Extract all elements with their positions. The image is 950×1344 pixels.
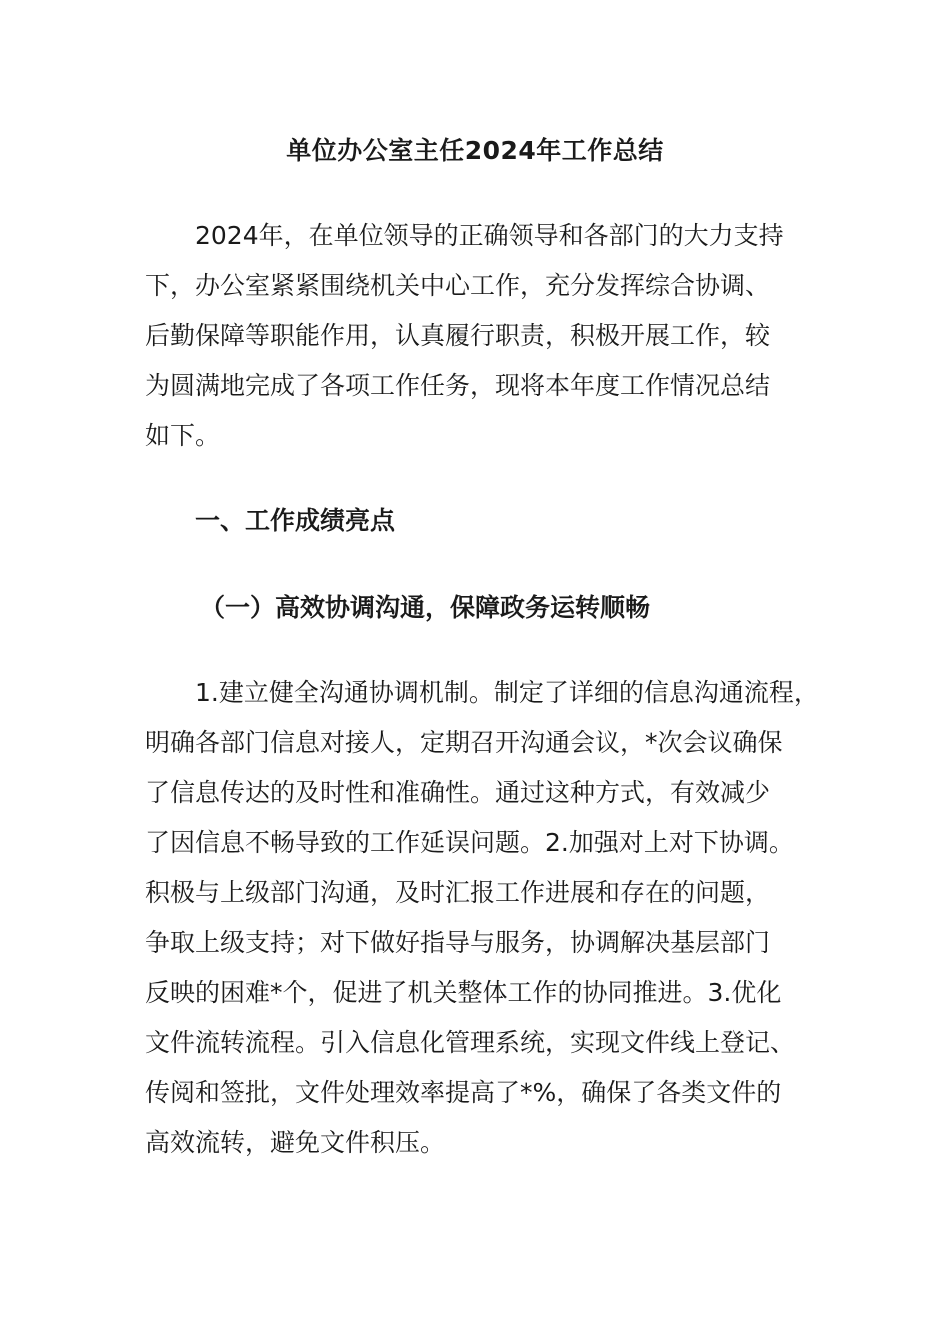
- paragraph-line: 为圆满地完成了各项工作任务，现将本年度工作情况总结: [145, 371, 771, 400]
- paragraph-line: 反映的困难*个，促进了机关整体工作的协同推进。3.优化: [145, 978, 782, 1007]
- paragraph-line: 后勤保障等职能作用，认真履行职责，积极开展工作，较: [145, 321, 771, 350]
- paragraph-line: 高效流转，避免文件积压。: [145, 1128, 446, 1157]
- paragraph-line: 争取上级支持；对下做好指导与服务，协调解决基层部门: [145, 928, 771, 957]
- paragraph-line: 明确各部门信息对接人，定期召开沟通会议，*次会议确保: [145, 728, 783, 757]
- paragraph-line: 文件流转流程。引入信息化管理系统，实现文件线上登记、: [145, 1028, 796, 1057]
- paragraph-line: 了因信息不畅导致的工作延误问题。2.加强对上对下协调。: [145, 828, 794, 857]
- document-title: 单位办公室主任2024年工作总结: [286, 136, 664, 165]
- subsection-heading: （一）高效协调沟通，保障政务运转顺畅: [200, 593, 651, 622]
- paragraph-line: 传阅和签批，文件处理效率提高了*%，确保了各类文件的: [145, 1078, 782, 1107]
- section-heading: 一、工作成绩亮点: [195, 506, 396, 535]
- paragraph-line: 积极与上级部门沟通，及时汇报工作进展和存在的问题，: [145, 878, 771, 907]
- paragraph-line: 1.建立健全沟通协调机制。制定了详细的信息沟通流程，: [195, 678, 819, 707]
- paragraph-line: 2024年，在单位领导的正确领导和各部门的大力支持: [195, 221, 784, 250]
- paragraph-line: 下，办公室紧紧围绕机关中心工作，充分发挥综合协调、: [145, 271, 771, 300]
- paragraph-line: 了信息传达的及时性和准确性。通过这种方式，有效减少: [145, 778, 771, 807]
- paragraph-line: 如下。: [145, 421, 221, 450]
